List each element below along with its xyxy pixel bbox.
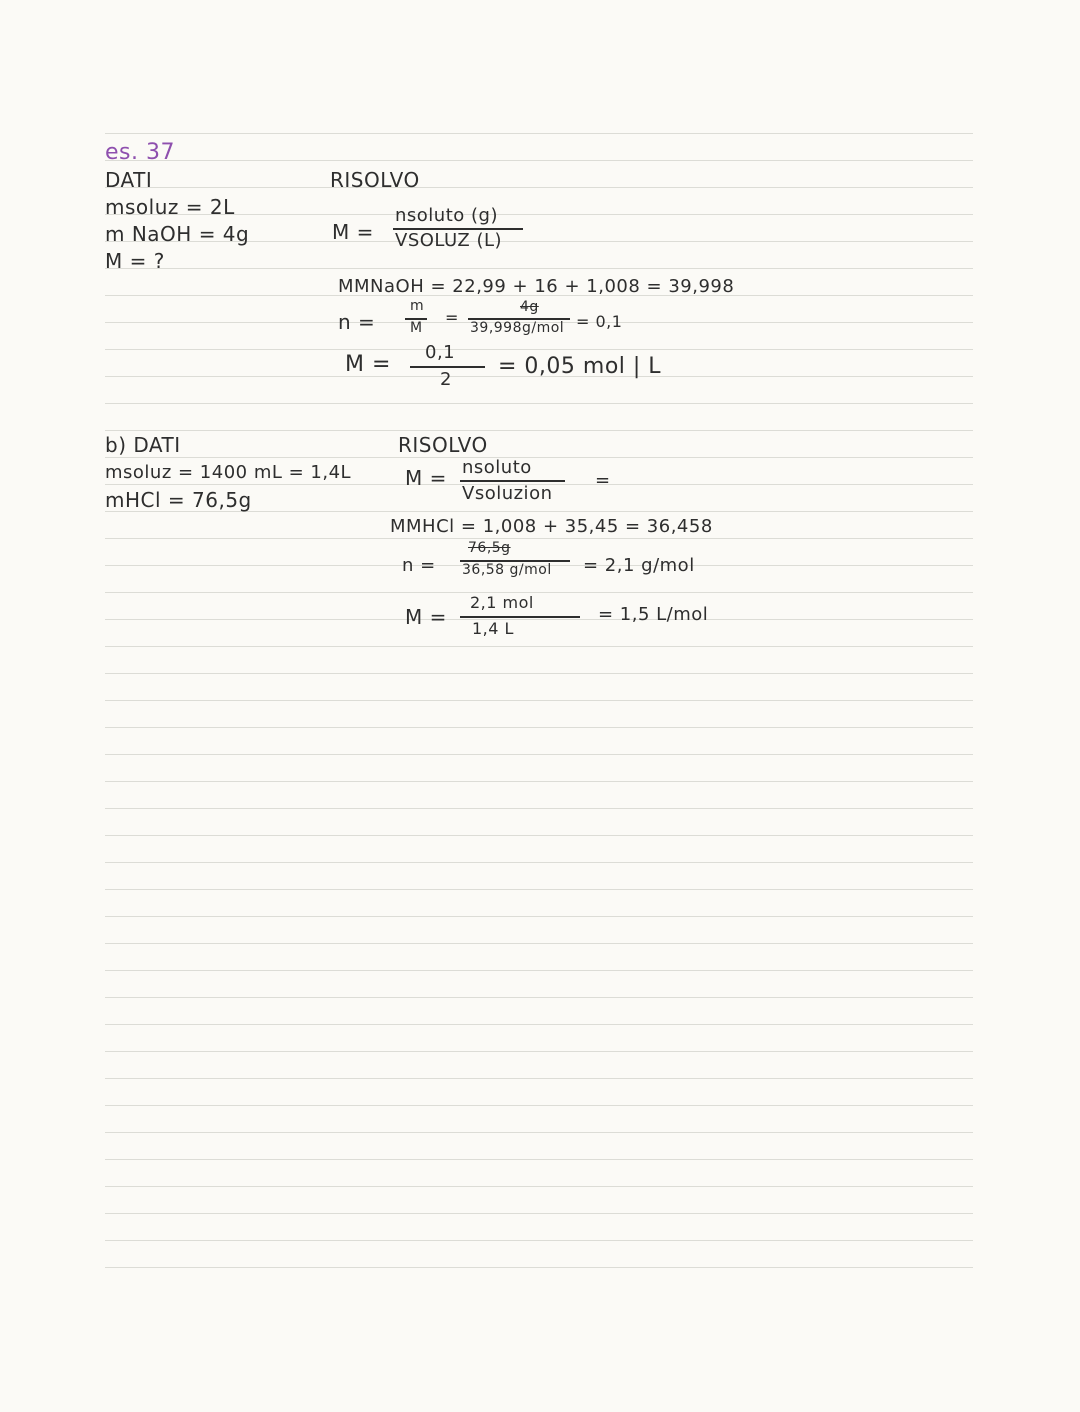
molarity-result-a: = 0,05 mol | L bbox=[498, 354, 662, 379]
page-bottom-margin bbox=[0, 1290, 1080, 1412]
molarity-lhs-a: M = bbox=[345, 352, 391, 377]
risolvo-heading-a: RISOLVO bbox=[330, 168, 420, 192]
dati-line-b-1: msoluz = 1400 mL = 1,4L bbox=[105, 462, 352, 483]
molarity-formula-numerator-b: nsoluto bbox=[462, 457, 532, 478]
molarity-result-b: = 1,5 L/mol bbox=[598, 604, 709, 625]
dati-line-a-1: msoluz = 2L bbox=[105, 195, 235, 219]
moles-frac-den-a: M bbox=[410, 320, 423, 336]
moles-den-a: 39,998g/mol bbox=[470, 320, 565, 336]
page-top-margin bbox=[0, 0, 1080, 132]
molar-mass-line-b: MMHCl = 1,008 + 35,45 = 36,458 bbox=[390, 516, 713, 537]
dati-line-a-3: M = ? bbox=[105, 249, 165, 273]
page-left-margin bbox=[0, 0, 105, 1412]
moles-lhs-b: n = bbox=[402, 555, 436, 576]
moles-num-a: 4g bbox=[520, 299, 539, 315]
molarity-formula-denominator-a: VSOLUZ (L) bbox=[395, 230, 503, 251]
moles-lhs-a: n = bbox=[338, 310, 376, 334]
dati-heading-a: DATI bbox=[105, 168, 153, 192]
molarity-num-a: 0,1 bbox=[425, 342, 456, 363]
fraction-line bbox=[410, 366, 485, 368]
fraction-line bbox=[460, 480, 565, 482]
risolvo-heading-b: RISOLVO bbox=[398, 433, 488, 457]
molarity-num-b: 2,1 mol bbox=[470, 593, 534, 612]
page-right-margin bbox=[973, 0, 1080, 1412]
molarity-formula-lhs-b: M = bbox=[405, 466, 447, 490]
moles-den-b: 36,58 g/mol bbox=[462, 562, 552, 578]
moles-frac-num-a: m bbox=[410, 298, 425, 314]
dati-line-a-2: m NaOH = 4g bbox=[105, 222, 250, 246]
exercise-number: es. 37 bbox=[105, 140, 175, 165]
molarity-lhs-b: M = bbox=[405, 605, 447, 629]
fraction-line bbox=[460, 616, 580, 618]
moles-eq-a: = bbox=[445, 308, 459, 327]
molarity-den-a: 2 bbox=[440, 369, 452, 390]
molarity-formula-lhs-a: M = bbox=[332, 220, 374, 244]
dati-line-b-2: mHCl = 76,5g bbox=[105, 488, 252, 512]
moles-num-b: 76,5g bbox=[468, 540, 511, 556]
molarity-formula-numerator-a: nsoluto (g) bbox=[395, 205, 498, 226]
molarity-formula-denominator-b: Vsoluzion bbox=[462, 483, 553, 504]
molarity-den-b: 1,4 L bbox=[472, 619, 514, 638]
moles-result-b: = 2,1 g/mol bbox=[583, 555, 695, 576]
molarity-formula-eq-b: = bbox=[595, 470, 611, 491]
molar-mass-line-a: MMNaOH = 22,99 + 16 + 1,008 = 39,998 bbox=[338, 276, 735, 297]
dati-heading-b: b) DATI bbox=[105, 433, 181, 457]
moles-result-a: = 0,1 bbox=[576, 312, 623, 331]
